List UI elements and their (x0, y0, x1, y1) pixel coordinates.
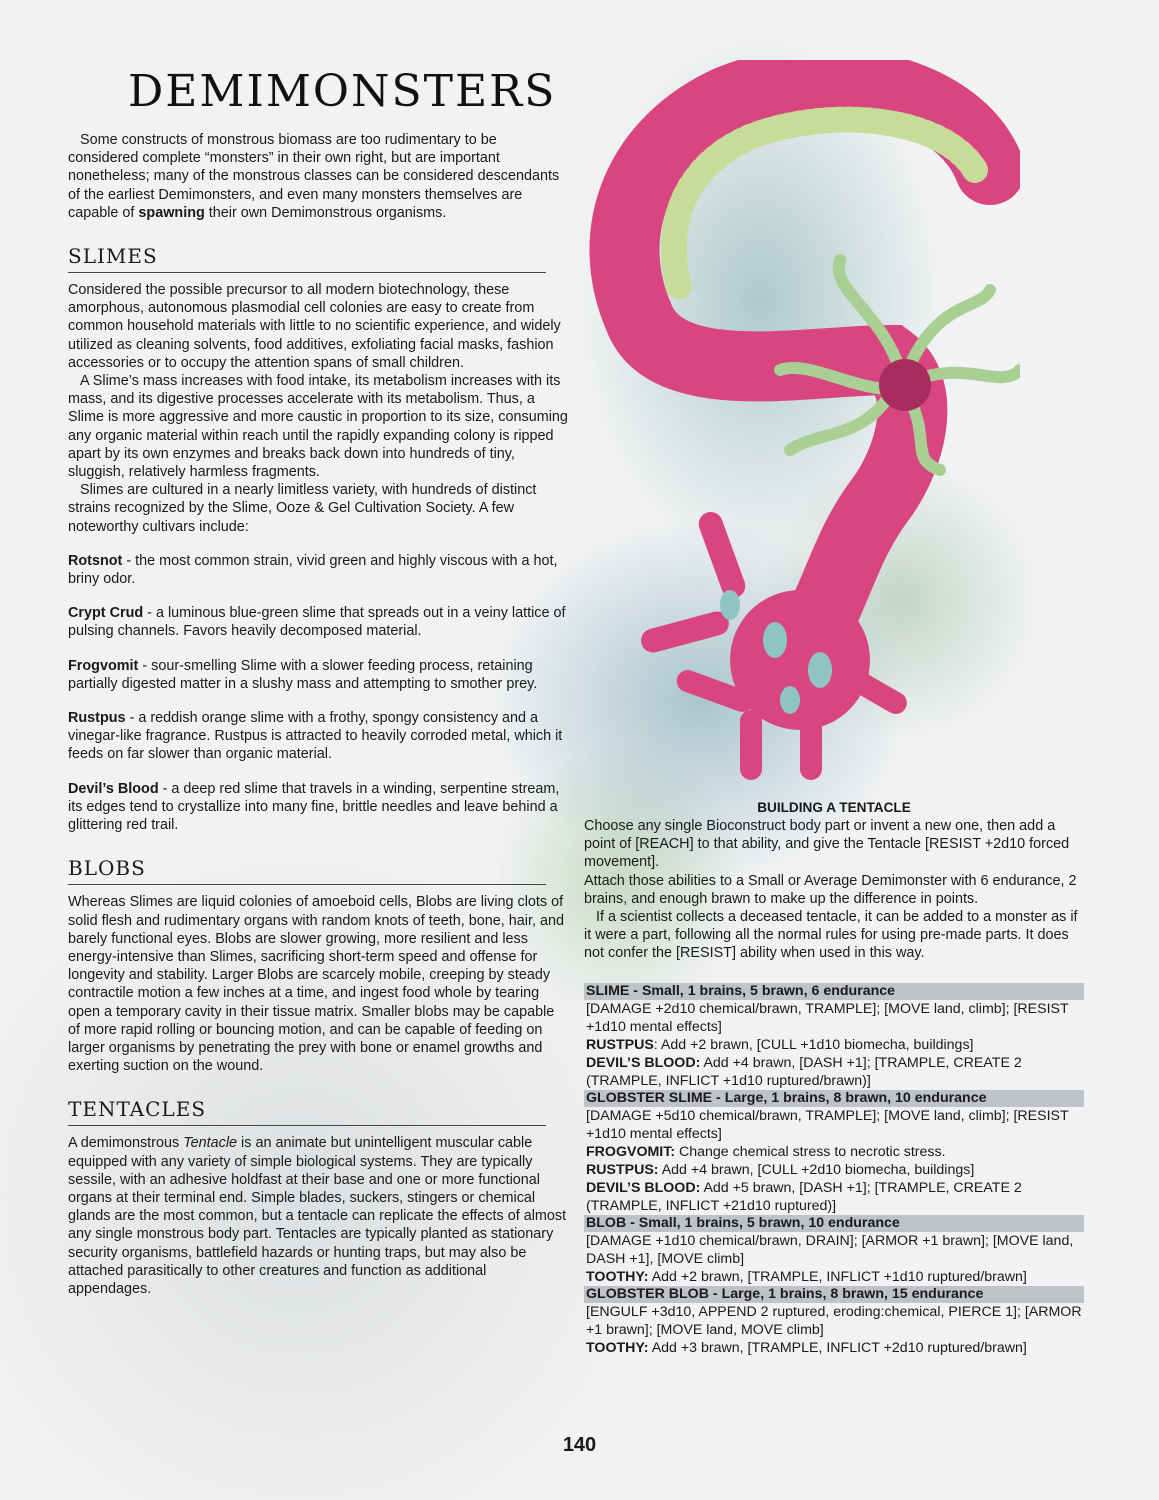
blobs-paragraph: Whereas Slimes are liquid colonies of amoeboid cells, Blobs are living clots of solid flesh and rudimentary organs with random knots of teeth, bone, hair, and barely functional eyes. Blobs are slower growing, more resilient and less energy-intensive than Slimes, sacrificing short-term speed and offense for longevity and stability. Larger Blobs are scarcely mobile, creeping by steady contractile motion a few inches at a time, and ingest food whole by tearing open a temporary cavity in their tissue matrix. Smaller blobs may be capable of more rapid rolling or bouncing motion, and can be capable of feeding on larger organisms by penetrating the prey with bone or enamel growths and exerting suction on the wound. (68, 894, 564, 1075)
tentacle-suckers (674, 120, 975, 290)
cultivar-entry (68, 709, 568, 764)
variant-text: : Add +2 brawn, [CULL +1d10 biomecha, buildings] (653, 1036, 974, 1053)
variant-text: Add +5 brawn, [DASH +1]; [TRAMPLE, CREATE 2 (TRAMPLE, INFLICT +21d10 ruptured)] (586, 1179, 1022, 1214)
sidebar-paragraph-1: Choose any single Bioconstruct body part or invent a new one, then add a point of [REACH] to that ability, and give the Tentacle [RESIST +2d10 forced movement]. (584, 818, 1070, 871)
page-number: 140 (562, 1434, 597, 1456)
variant-name: DEVIL’S BLOOD: (586, 1179, 701, 1196)
intro-text-post: their own Demimonstrous organisms. (204, 204, 447, 221)
tentacles-paragraph (68, 1134, 568, 1298)
statblock-variant (584, 1179, 1084, 1215)
statblock-header: GLOBSTER BLOB - Large, 1 brains, 8 brawn, 15 endurance (584, 1286, 1084, 1303)
variant-name: TOOTHY: (586, 1268, 649, 1285)
blobs-heading: BLOBS (68, 856, 546, 885)
cultivar-desc: - a reddish orange slime with a frothy, spongy consistency and a vinegar-like fragrance. Rustpus is attracted to heavily corroded metal, which it feeds on far slower than organic material. (68, 710, 563, 763)
statblock-variant (584, 1054, 1084, 1090)
variant-name: RUSTPUS (586, 1036, 654, 1053)
slimes-paragraph-3: Slimes are cultured in a nearly limitless variety, with hundreds of distinct strains recognized by the Slime, Ooze & Gel Cultivation Society. A few noteworthy cultivars include: (68, 482, 537, 535)
tentacles-heading: TENTACLES (68, 1097, 546, 1126)
intro-bold-term: spawning (138, 204, 205, 221)
intro-paragraph (68, 131, 568, 222)
statblock-base: [DAMAGE +5d10 chemical/brawn, TRAMPLE]; [MOVE land, climb]; [RESIST +1d10 mental effects] (586, 1107, 1069, 1142)
tentacles-text-post: is an animate but unintelligent muscular cable equipped with any variety of simple biological systems. They are typically sessile, with an adhesive holdfast at their base and one or more functional organs at their terminal end. Simple blades, suckers, stingers or chemical glands are the most common, but a tentacle can replicate the effects of almost any single monstrous body part. Tentacles are typically planted as stationary security organisms, battlefield hazards or hunting traps, but may also be attached parasitically to other creatures and function as additional appendages. (68, 1135, 567, 1297)
statblock-variant (584, 1036, 1084, 1054)
cultivar-entry (68, 657, 568, 693)
statblock-base: [ENGULF +3d10, APPEND 2 ruptured, eroding:chemical, PIERCE 1]; [ARMOR +1 brawn]; [MOVE land, MOVE climb] (586, 1303, 1082, 1338)
cultivar-entry (68, 780, 568, 835)
tentacles-em-term: Tentacle (183, 1135, 238, 1152)
statblock-base: [DAMAGE +1d10 chemical/brawn, DRAIN]; [ARMOR +1 brawn]; [MOVE land, DASH +1], [MOVE climb] (586, 1232, 1074, 1267)
intro-text-pre: Some constructs of monstrous biomass are too rudimentary to be considered complete “monsters” in their own right, but are important nonetheless; many of the monstrous classes can be considered descendants of the earliest Demimonsters, and even many monsters themselves are capable of (68, 132, 560, 221)
variant-text: Add +4 brawn, [CULL +2d10 biomecha, buildings] (658, 1161, 975, 1178)
sidebar-title: BUILDING A TENTACLE (757, 800, 911, 815)
cultivar-name: Devil’s Blood (68, 780, 159, 797)
cultivar-desc: - the most common strain, vivid green and highly viscous with a hot, briny odor. (68, 552, 558, 588)
variant-text: Change chemical stress to necrotic stress. (675, 1143, 946, 1160)
variant-name: TOOTHY: (586, 1339, 649, 1356)
sidebar-paragraph-2: Attach those abilities to a Small or Average Demimonster with 6 endurance, 2 brains, and enough brawn to make up the difference in points. (584, 872, 1077, 907)
variant-text: Add +4 brawn, [DASH +1]; [TRAMPLE, CREATE 2 (TRAMPLE, INFLICT +1d10 ruptured/brawn)] (586, 1054, 1022, 1089)
cultivar-desc: - a deep red slime that travels in a winding, serpentine stream, its edges tend to crystallize into many fine, brittle needles and leave behind a glittering red trail. (68, 780, 560, 834)
tentacle-body (624, 82, 990, 620)
cultivar-name: Rustpus (68, 710, 126, 727)
tentacle-mouth (879, 359, 931, 411)
slimes-paragraph-1: Considered the possible precursor to all modern biotechnology, these amorphous, autonomous plasmodial cell colonies are easy to create from common household materials with little to no scientific experience, and widely utilized as cleaning solvents, food additives, exfoliating facial masks, fashion accessories or to occupy the attention spans of small children. (68, 282, 561, 371)
statblock-variant (584, 1161, 1084, 1179)
slimes-heading: SLIMES (68, 244, 546, 273)
cultivar-desc: - a luminous blue-green slime that spreads out in a veiny lattice of pulsing channels. Favors heavily decomposed material. (68, 605, 566, 640)
page-title: DEMIMONSTERS (128, 66, 557, 117)
variant-name: RUSTPUS: (586, 1161, 659, 1178)
variant-text: Add +2 brawn, [TRAMPLE, INFLICT +1d10 ruptured/brawn] (648, 1268, 1027, 1285)
variant-text: Add +3 brawn, [TRAMPLE, INFLICT +2d10 ruptured/brawn] (648, 1339, 1027, 1356)
statblock-header: GLOBSTER SLIME - Large, 1 brains, 8 brawn, 10 endurance (584, 1090, 1084, 1107)
variant-name: FROGVOMIT: (586, 1143, 676, 1160)
statblock-list (584, 983, 1084, 1357)
variant-name: DEVIL’S BLOOD: (586, 1054, 701, 1071)
left-column (68, 60, 568, 1298)
right-column (584, 800, 1084, 1357)
sidebar-paragraph-3: If a scientist collects a deceased tentacle, it can be added to a monster as if it were a part, following all the normal rules for using pre-made parts. It does not confer the [RESIST] ability when used in this way. (584, 909, 1078, 962)
tentacle-illustration (580, 60, 1020, 780)
tentacles-text-pre: A demimonstrous (68, 1135, 184, 1152)
cultivar-name: Frogvomit (68, 657, 139, 674)
cultivar-name: Rotsnot (68, 552, 123, 569)
statblock-variant (584, 1143, 1084, 1161)
cultivar-entry (68, 552, 568, 588)
statblock-base: [DAMAGE +2d10 chemical/brawn, TRAMPLE]; [MOVE land, climb]; [RESIST +1d10 mental effects] (586, 1000, 1069, 1035)
cultivar-name: Crypt Crud (68, 605, 144, 622)
cultivar-entry (68, 604, 568, 640)
statblock-header: BLOB - Small, 1 brains, 5 brawn, 10 endurance (584, 1215, 1084, 1232)
slimes-paragraph-2: A Slime’s mass increases with food intake, its metabolism increases with its mass, and its digestive processes accelerate with its metabolism. Thus, a Slime is more aggressive and more caustic in proportion to its size, consuming any organic material within reach until the rapidly expanding colony is ripped apart by its own enzymes and breaks back down into hundreds of tiny, sluggish, relatively harmless fragments. (68, 373, 568, 481)
cultivar-desc: - sour-smelling Slime with a slower feeding process, retaining partially digested matter in a slushy mass and attempting to smother prey. (68, 657, 538, 692)
statblock-header: SLIME - Small, 1 brains, 5 brawn, 6 endurance (584, 983, 1084, 1000)
statblock-variant (584, 1268, 1084, 1286)
statblock-variant (584, 1339, 1084, 1357)
